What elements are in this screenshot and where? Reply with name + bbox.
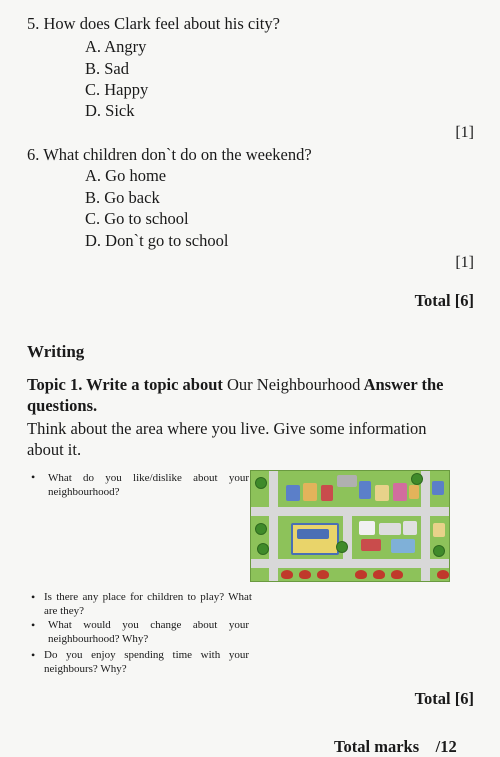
q6-option-a: A. Go home [85, 166, 167, 185]
q5-mark: [1] [455, 124, 474, 141]
bullet-marker: • [31, 470, 36, 484]
q5-option-a: A. Angry [85, 37, 147, 56]
q5-option-c: C. Happy [85, 80, 149, 99]
bullet-marker: • [31, 648, 36, 662]
q5-option-b: B. Sad [85, 59, 130, 78]
topic-title-bold: Topic 1. Write a topic about [27, 375, 228, 394]
bullet-question-1: What do you like/dislike about your neighbourhood? [48, 472, 249, 498]
question-6: 6. What children don`t do on the weekend? [27, 145, 312, 164]
neighbourhood-map-illustration [250, 470, 450, 582]
topic-prompt [27, 374, 477, 416]
bullet-marker: • [31, 590, 36, 604]
bullet-marker: • [31, 618, 36, 632]
q5-option-d: D. Sick [85, 101, 135, 120]
bullet-question-3: What would you change about your neighbourhood? Why? [48, 619, 249, 645]
total-score-2: Total [6] [414, 689, 474, 708]
q6-option-d: D. Don`t go to school [85, 231, 229, 250]
topic-title-normal: Our Neighbourhood [227, 375, 361, 394]
question-5: 5. How does Clark feel about his city? [27, 14, 280, 33]
total-score-1: Total [6] [414, 291, 474, 310]
writing-heading: Writing [27, 342, 85, 361]
q6-mark: [1] [455, 254, 474, 271]
bullet-question-2: Is there any place for children to play? What are they? [44, 591, 252, 617]
q6-option-c: C. Go to school [85, 209, 189, 228]
total-marks: Total marks /12 [334, 737, 457, 756]
topic-title-bold-2: Answer the questions. [27, 375, 444, 415]
topic-instruction: Think about the area where you live. Give some information about it. [27, 419, 427, 459]
bullet-question-4: Do you enjoy spending time with your neighbours? Why? [44, 649, 249, 675]
q6-option-b: B. Go back [85, 188, 160, 207]
